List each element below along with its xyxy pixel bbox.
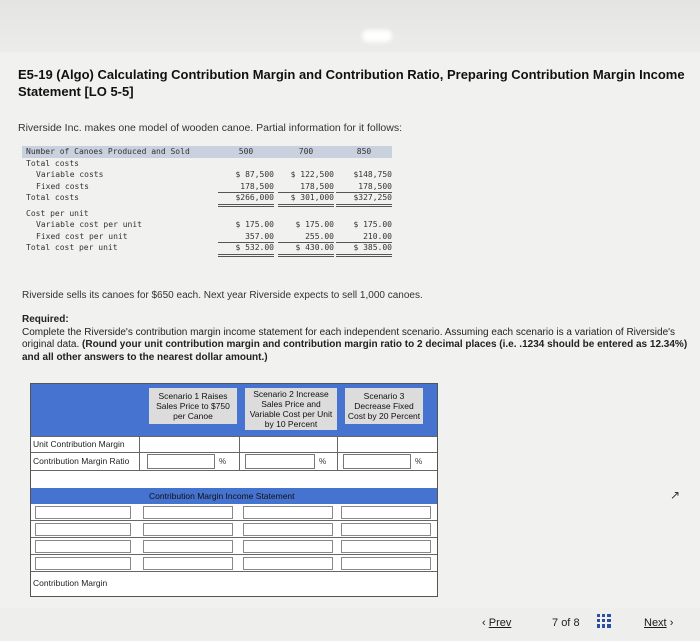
total-costs-heading: Total costs [26, 158, 79, 168]
amount-input[interactable] [243, 557, 333, 570]
cell: $ 87,500 [235, 170, 274, 179]
row-label-input[interactable] [35, 540, 131, 553]
table-row [22, 231, 392, 243]
required-label: Required: [22, 314, 69, 325]
total-costs-label: Total costs [26, 193, 79, 202]
cm-ratio-label: Contribution Margin Ratio [33, 456, 130, 466]
amount-input[interactable] [243, 523, 333, 536]
cell: $ 532.00 [218, 242, 274, 257]
required-section [22, 314, 694, 364]
col-850: 850 [356, 147, 372, 156]
scenario-1-cm-ratio-input[interactable] [147, 454, 215, 469]
total-cost-per-unit-label: Total cost per unit [26, 243, 118, 252]
col-700: 700 [298, 147, 314, 156]
cell: $266,000 [218, 192, 274, 207]
chevron-right-icon: › [669, 617, 674, 629]
required-rounding-note: (Round your unit contribution margin and contribution margin ratio to 2 decimal places (i.e. .1234 should be entered as 12.34%) and all other answers to the nearest dollar amount.) [22, 339, 688, 363]
screen-glare [362, 30, 392, 42]
cell: $ 175.00 [295, 220, 334, 229]
prev-button[interactable] [482, 617, 511, 629]
table-row [22, 242, 392, 254]
grid-menu-icon[interactable] [597, 614, 611, 628]
amount-input[interactable] [143, 557, 233, 570]
answer-grid [30, 383, 438, 597]
footer-bar [0, 608, 700, 641]
row-label-input[interactable] [35, 557, 131, 570]
grid-header [31, 384, 437, 436]
row-label-input[interactable] [35, 506, 131, 519]
statement-row [31, 555, 437, 572]
mouse-cursor-icon: ↗ [670, 488, 681, 502]
statement-row [31, 504, 437, 521]
amount-input[interactable] [341, 557, 431, 570]
scenario-3-cm-ratio-input[interactable] [343, 454, 411, 469]
scenario-2-cm-ratio-input[interactable] [245, 454, 315, 469]
sells-text: Riverside sells its canoes for $650 each. Next year Riverside expects to sell 1,000 canoes. [22, 290, 423, 301]
percent-sign: % [319, 457, 327, 466]
contribution-margin-label: Contribution Margin [33, 578, 108, 588]
fixed-costs-label: Fixed costs [36, 181, 89, 191]
table-row [22, 181, 392, 193]
cell: 210.00 [336, 231, 392, 244]
page-current: 7 [552, 617, 559, 629]
amount-input[interactable] [243, 540, 333, 553]
fixed-cost-per-unit-label: Fixed cost per unit [36, 231, 128, 241]
required-text: Complete the Riverside's contribution margin income statement for each independent scenario. Assuming each scenario is a variation of Riverside's original data. [22, 326, 676, 350]
cell: 178,500 [336, 181, 392, 194]
cell: 178,500 [278, 181, 334, 194]
amount-input[interactable] [143, 506, 233, 519]
question-title: E5-19 (Algo) Calculating Contribution Margin and Contribution Ratio, Preparing Contribution Margin Income Statement [LO 5-5] [18, 67, 685, 99]
table-row [22, 208, 392, 220]
percent-sign: % [219, 457, 227, 466]
percent-sign: % [415, 457, 423, 466]
table-header-row [22, 146, 392, 158]
cell: $ 430.00 [278, 242, 334, 257]
table-row [22, 219, 392, 231]
table-row [22, 169, 392, 181]
header-label: Number of Canoes Produced and Sold [26, 147, 190, 156]
col-500: 500 [238, 147, 254, 156]
cell: $ 122,500 [290, 170, 334, 179]
page-total: 8 [573, 617, 580, 629]
next-label: Next [644, 617, 667, 629]
statement-row [31, 521, 437, 538]
cell: 255.00 [278, 231, 334, 244]
cell: $148,750 [353, 170, 392, 179]
table-row [22, 158, 392, 170]
cost-data-table [22, 146, 392, 254]
scenario-3-header: Scenario 3 Decrease Fixed Cost by 20 Percent [345, 388, 423, 424]
statement-row [31, 538, 437, 555]
top-bar [0, 0, 700, 52]
cell: $ 385.00 [336, 242, 392, 257]
cell: $ 175.00 [353, 220, 392, 229]
cell: $327,250 [336, 192, 392, 207]
variable-cost-per-unit-label: Variable cost per unit [36, 220, 142, 229]
amount-input[interactable] [143, 540, 233, 553]
amount-input[interactable] [341, 523, 431, 536]
scenario-1-header: Scenario 1 Raises Sales Price to $750 per Canoe [149, 388, 237, 424]
cost-per-unit-heading: Cost per unit [26, 208, 89, 218]
cell: $ 175.00 [235, 220, 274, 229]
row-label-input[interactable] [35, 523, 131, 536]
unit-cm-label: Unit Contribution Margin [33, 439, 125, 449]
cell: $ 301,000 [278, 192, 334, 207]
scenario-2-header: Scenario 2 Increase Sales Price and Variable Cost per Unit by 10 Percent [245, 388, 337, 430]
page-of: of [561, 617, 571, 629]
variable-costs-label: Variable costs [36, 170, 104, 179]
cm-statement-title: Contribution Margin Income Statement [31, 488, 437, 504]
next-button[interactable] [644, 617, 673, 629]
cell: 178,500 [218, 181, 274, 194]
amount-input[interactable] [143, 523, 233, 536]
chevron-left-icon: ‹ [482, 617, 486, 629]
table-row [22, 192, 392, 204]
prev-label: Prev [488, 617, 512, 629]
cell: 357.00 [218, 231, 274, 244]
amount-input[interactable] [341, 506, 431, 519]
amount-input[interactable] [243, 506, 333, 519]
page-indicator [552, 617, 580, 629]
amount-input[interactable] [341, 540, 431, 553]
intro-text: Riverside Inc. makes one model of wooden canoe. Partial information for it follows: [18, 122, 403, 134]
